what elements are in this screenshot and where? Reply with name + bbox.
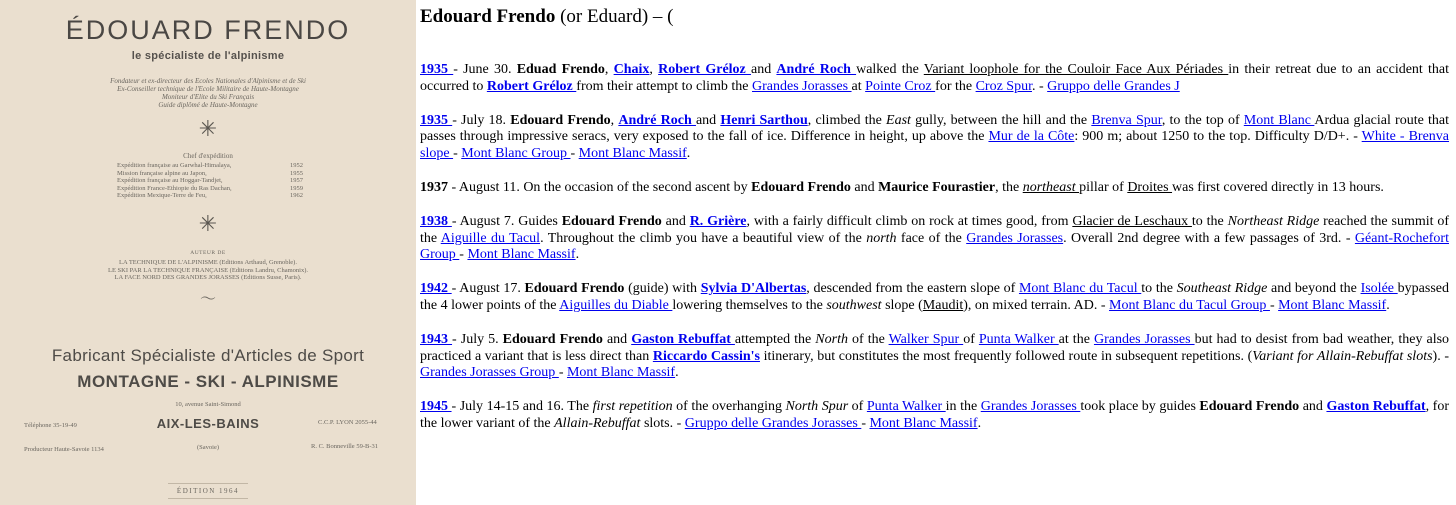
link-isol-e[interactable]: Isolée xyxy=(1360,281,1398,297)
page-title: Edouard Frendo (or Eduard) – ( xyxy=(420,6,674,27)
italic-text: North Spur xyxy=(785,399,849,415)
entry-paragraph xyxy=(420,180,1449,197)
text-segment: . - xyxy=(1031,78,1048,94)
bold-name: 1937 xyxy=(420,179,448,195)
text-segment: walked the xyxy=(856,62,924,77)
rc-text: R. C. Bonneville 59-B-31 xyxy=(311,443,378,450)
link-grandes-jorasses[interactable]: Grandes Jorasses xyxy=(980,399,1081,415)
bold-name: Edouard Frendo xyxy=(561,213,662,229)
text-segment: . Overall 2nd degree with a few passages of 3rd. - xyxy=(1063,230,1355,246)
italic-text: southwest xyxy=(826,297,882,313)
italic-underlined-text: northeast xyxy=(1022,179,1080,195)
text-segment: . xyxy=(675,365,679,381)
text-segment: - August 17. xyxy=(451,281,525,297)
founder-line: Fondateur et ex-directeur des Ecoles Nationales d'Alpinisme et de Ski xyxy=(110,77,306,85)
producteur-text: Producteur Haute-Savoie 1134 xyxy=(24,446,104,453)
link-grandes-jorasses-group[interactable]: Grandes Jorasses Group xyxy=(420,365,559,381)
link-mont-blanc-massif[interactable]: Mont Blanc Massif xyxy=(578,146,687,162)
text-segment: to the xyxy=(1141,281,1177,297)
link-mont-blanc-group[interactable]: Mont Blanc Group xyxy=(461,146,571,162)
expedition-row: Expédition française au Hoggar-Tandjet, 1957 xyxy=(117,177,303,185)
entry-paragraph xyxy=(420,332,1449,382)
text-segment: - July 14-15 and 16. The xyxy=(451,399,593,415)
bold-name: Edouard Frendo xyxy=(502,331,603,347)
link-gruppo-delle-grandes-jorasses[interactable]: Gruppo delle Grandes Jorasses xyxy=(684,415,862,431)
auteur-label: AUTEUR DE xyxy=(190,250,226,256)
address-street: 10, avenue Saint-Simond xyxy=(175,401,241,408)
link-1938[interactable]: 1938 xyxy=(420,213,452,229)
link-riccardo-cassin-s[interactable]: Riccardo Cassin's xyxy=(652,348,760,364)
link-grandes-jorasses[interactable]: Grandes Jorasses xyxy=(1093,331,1195,347)
link-robert-gr-loz[interactable]: Robert Gréloz xyxy=(486,78,577,94)
scanned-brochure-page xyxy=(0,0,416,505)
bold-name: Edouard Frendo xyxy=(751,179,851,195)
fabricant-heading: Fabricant Spécialiste d'Articles de Sport xyxy=(51,346,365,365)
italic-text: East xyxy=(886,112,911,128)
text-segment: - xyxy=(459,247,468,263)
founder-lines xyxy=(0,77,416,109)
text-segment: and xyxy=(850,179,879,195)
brochure-name: ÉDOUARD FRENDO xyxy=(65,15,351,45)
underlined-text: Droites xyxy=(1127,179,1173,195)
link-gaston-rebuffat[interactable]: Gaston Rebuffat xyxy=(631,331,735,347)
link-walker-spur[interactable]: Walker Spur xyxy=(888,331,964,347)
expedition-row: Expédition France-Ethiopie du Ras Dachan, 1959 xyxy=(117,184,303,192)
text-segment: in their retreat due to an accident that occurred to xyxy=(420,62,1450,94)
link-1935[interactable]: 1935 xyxy=(420,112,453,128)
italic-text: Variant for Allain-Rebuffat slots xyxy=(1252,348,1433,364)
text-segment: from their attempt to climb the xyxy=(576,78,753,94)
link-brenva-spur[interactable]: Brenva Spur xyxy=(1091,112,1162,128)
text-segment: ), on mixed terrain. AD. - xyxy=(963,297,1110,313)
text-segment: of xyxy=(963,331,979,347)
text-segment: . xyxy=(977,415,982,431)
link-white-brenva-slope[interactable]: White - Brenva slope xyxy=(420,129,1450,162)
text-segment: - xyxy=(558,365,567,381)
text-segment: , xyxy=(604,62,614,77)
link-croz-spur[interactable]: Croz Spur xyxy=(975,78,1032,94)
italic-text: North xyxy=(815,331,848,347)
text-segment: reached the summit of the xyxy=(420,213,1450,246)
underlined-text: Variant loophole for the Couloir Face Aux Périades xyxy=(923,62,1229,77)
text-segment: in the xyxy=(945,399,981,415)
link-mont-blanc-massif[interactable]: Mont Blanc Massif xyxy=(467,247,576,263)
link-mont-blanc-massif[interactable]: Mont Blanc Massif xyxy=(869,415,978,431)
link-mont-blanc-du-tacul[interactable]: Mont Blanc du Tacul xyxy=(1018,281,1142,297)
link-punta-walker[interactable]: Punta Walker xyxy=(866,399,946,415)
text-segment: face of the xyxy=(896,230,967,246)
text-segment: , to the top of xyxy=(1161,112,1244,128)
link-gruppo-delle-grandes-j[interactable]: Gruppo delle Grandes J xyxy=(1047,78,1180,94)
telephone-text: Téléphone 35-19-49 xyxy=(24,422,77,429)
text-segment: - July 5. xyxy=(452,331,503,347)
expedition-list xyxy=(117,162,303,200)
bold-name: Edouard Frendo xyxy=(524,281,625,297)
italic-text: north xyxy=(866,230,897,246)
address-city: AIX-LES-BAINS xyxy=(156,416,260,431)
text-segment: slope ( xyxy=(881,297,923,313)
link-mont-blanc-massif[interactable]: Mont Blanc Massif xyxy=(1278,297,1387,313)
underlined-text: Glacier de Leschaux xyxy=(1072,213,1192,229)
text-segment: of the xyxy=(847,331,889,347)
edition-rule-bottom xyxy=(168,498,248,499)
link-grandes-jorasses[interactable]: Grandes Jorasses xyxy=(752,78,852,94)
link-1935[interactable]: 1935 xyxy=(420,62,454,77)
link-andr-roch[interactable]: André Roch xyxy=(776,62,857,77)
text-segment: - xyxy=(1269,297,1279,313)
text-segment: , xyxy=(610,112,619,128)
text-segment: lowering themselves to the xyxy=(672,297,827,313)
underlined-text: Maudit xyxy=(922,297,964,313)
text-segment: to the xyxy=(1191,213,1228,229)
text-segment: , the xyxy=(995,179,1023,195)
entry-paragraph xyxy=(420,62,1449,96)
star-ornament-icon: ✳ xyxy=(198,212,218,237)
text-segment: , xyxy=(649,62,659,77)
tilde-ornament-icon: 〜 xyxy=(199,291,216,308)
text-segment: attempted the xyxy=(734,331,816,347)
text-segment: pillar of xyxy=(1079,179,1128,195)
text-segment: , with a fairly difficult climb on rock at times good, from xyxy=(746,213,1073,229)
link-aiguilles-du-diable[interactable]: Aiguilles du Diable xyxy=(559,297,673,313)
text-segment: and xyxy=(750,62,777,77)
entry-paragraph xyxy=(420,281,1449,315)
text-segment: of xyxy=(848,399,867,415)
link-gaston-rebuffat[interactable]: Gaston Rebuffat xyxy=(1326,399,1426,415)
entry-paragraph xyxy=(420,113,1449,163)
ccp-text: C.C.P. LYON 2055-44 xyxy=(318,419,377,426)
address-region: (Savoie) xyxy=(196,444,220,451)
text-segment: - July 18. xyxy=(452,112,511,128)
text-segment: - xyxy=(861,415,870,431)
text-segment: , for the lower variant of the xyxy=(420,399,1450,431)
text-segment: ). - xyxy=(1432,348,1450,364)
text-segment: was first covered directly in 13 hours. xyxy=(1172,179,1384,195)
link-mont-blanc-massif[interactable]: Mont Blanc Massif xyxy=(566,365,676,381)
text-segment: , climbed the xyxy=(807,112,887,128)
text-segment: - June 30. xyxy=(453,62,517,77)
text-segment: itinerary, but constitutes the most frequently followed route in subsequent repetitions. ( xyxy=(759,348,1253,364)
chef-label: Chef d'expédition xyxy=(183,152,233,160)
text-segment: . xyxy=(1386,297,1390,313)
edition-rule-top xyxy=(168,483,248,484)
text-segment: and beyond the xyxy=(1267,281,1361,297)
entry-list xyxy=(420,62,1449,433)
bold-name: Edouard Frendo xyxy=(1199,399,1300,415)
book-list xyxy=(0,259,416,282)
text-segment: and xyxy=(695,112,721,128)
entry-paragraph xyxy=(420,214,1449,264)
link-sylvia-d-albertas[interactable]: Sylvia D'Albertas xyxy=(700,281,807,297)
link-chaix[interactable]: Chaix xyxy=(613,62,650,77)
text-segment: - xyxy=(453,146,462,162)
expedition-row: Mission française alpine au Japon, 1955 xyxy=(117,169,303,177)
link-robert-gr-loz[interactable]: Robert Gréloz xyxy=(658,62,751,77)
text-segment: - August 7. Guides xyxy=(451,213,562,229)
italic-text: Northeast Ridge xyxy=(1227,213,1320,229)
link-grandes-jorasses[interactable]: Grandes Jorasses xyxy=(966,230,1064,246)
text-segment: bypassed the 4 lower points of the xyxy=(420,281,1449,313)
founder-line: Ex-Conseiller technique de l'Ecole Militaire de Haute-Montagne xyxy=(117,85,299,93)
text-segment: gully, between the hill and the xyxy=(910,112,1092,128)
star-ornament-icon: ✳ xyxy=(198,117,218,142)
brochure-subtitle: le spécialiste de l'alpinisme xyxy=(131,50,285,62)
text-segment: and xyxy=(1299,399,1327,415)
text-segment: but had to desist from bad weather, they also practiced a variant that is less direct than xyxy=(420,331,1450,364)
text-segment: . Throughout the climb you have a beautiful view of the xyxy=(540,230,867,246)
text-segment: . xyxy=(686,146,691,162)
text-segment: at the xyxy=(1058,331,1094,347)
founder-line: Moniteur d'Elite du Ski Français xyxy=(161,93,255,101)
text-segment: slots. - xyxy=(640,415,685,431)
link-henri-sarthou[interactable]: Henri Sarthou xyxy=(720,112,808,128)
link-punta-walker[interactable]: Punta Walker xyxy=(978,331,1059,347)
text-segment: and xyxy=(602,331,632,347)
text-segment: . xyxy=(575,247,580,263)
link-1942[interactable]: 1942 xyxy=(420,281,452,297)
link-mont-blanc[interactable]: Mont Blanc xyxy=(1243,112,1315,128)
bold-name: Eduad Frendo xyxy=(516,62,605,77)
bold-name: Edouard Frendo xyxy=(510,112,611,128)
expedition-row: Expédition française au Garwhal-Himalaya, 1952 xyxy=(117,162,303,169)
article-content xyxy=(420,6,1449,450)
book-title: LA TECHNIQUE DE L'ALPINISME (Editions Arthaud, Grenoble). xyxy=(119,259,297,266)
text-segment: for the xyxy=(935,78,976,94)
founder-line: Guide diplômé de Haute-Montagne xyxy=(158,101,258,109)
edition-text: ÉDITION 1964 xyxy=(176,487,240,495)
link-g-ant-rochefort-group[interactable]: Géant-Rochefort Group xyxy=(420,230,1449,263)
book-title: LA FACE NORD DES GRANDES JORASSES (Editions Susse, Paris). xyxy=(114,274,302,282)
link-andr-roch[interactable]: André Roch xyxy=(618,112,696,128)
italic-text: first repetition xyxy=(592,399,673,415)
link-1945[interactable]: 1945 xyxy=(420,399,452,415)
link-pointe-croz[interactable]: Pointe Croz xyxy=(865,78,936,94)
bold-name: Maurice Fourastier xyxy=(878,179,996,195)
montagne-heading: MONTAGNE - SKI - ALPINISME xyxy=(77,372,339,391)
italic-text: Allain-Rebuffat xyxy=(554,415,641,431)
link-mur-de-la-c-te[interactable]: Mur de la Côte xyxy=(988,129,1075,145)
entry-paragraph xyxy=(420,399,1449,433)
text-segment: took place by guides xyxy=(1080,399,1200,415)
book-title: LE SKI PAR LA TECHNIQUE FRANÇAISE (Editions Landru, Chamonix). xyxy=(107,266,309,274)
link-mont-blanc-du-tacul-group[interactable]: Mont Blanc du Tacul Group xyxy=(1109,297,1270,313)
text-segment: - August 11. On the occasion of the second ascent by xyxy=(448,179,752,195)
text-segment: (guide) with xyxy=(624,281,701,297)
text-segment: of the overhanging xyxy=(672,399,786,415)
text-segment: at xyxy=(851,78,866,94)
text-segment: Ardua glacial route that passes through impressive seracs, very exposed to the fall of ice. Difference in height, up above the xyxy=(420,112,1450,145)
italic-text: Southeast Ridge xyxy=(1176,281,1268,297)
link-1943[interactable]: 1943 xyxy=(420,331,453,347)
text-segment: - xyxy=(570,146,579,162)
text-segment: , descended from the eastern slope of xyxy=(806,281,1019,297)
text-segment: : 900 m; about 1250 to the top. Difficulty D/D+. - xyxy=(1074,129,1362,145)
link-r-gri-re[interactable]: R. Grière xyxy=(689,213,747,229)
text-segment: and xyxy=(661,213,690,229)
expedition-row: Expédition Mexique-Terre de Feu, 1962 xyxy=(117,192,303,200)
link-aiguille-du-tacul[interactable]: Aiguille du Tacul xyxy=(440,230,541,246)
